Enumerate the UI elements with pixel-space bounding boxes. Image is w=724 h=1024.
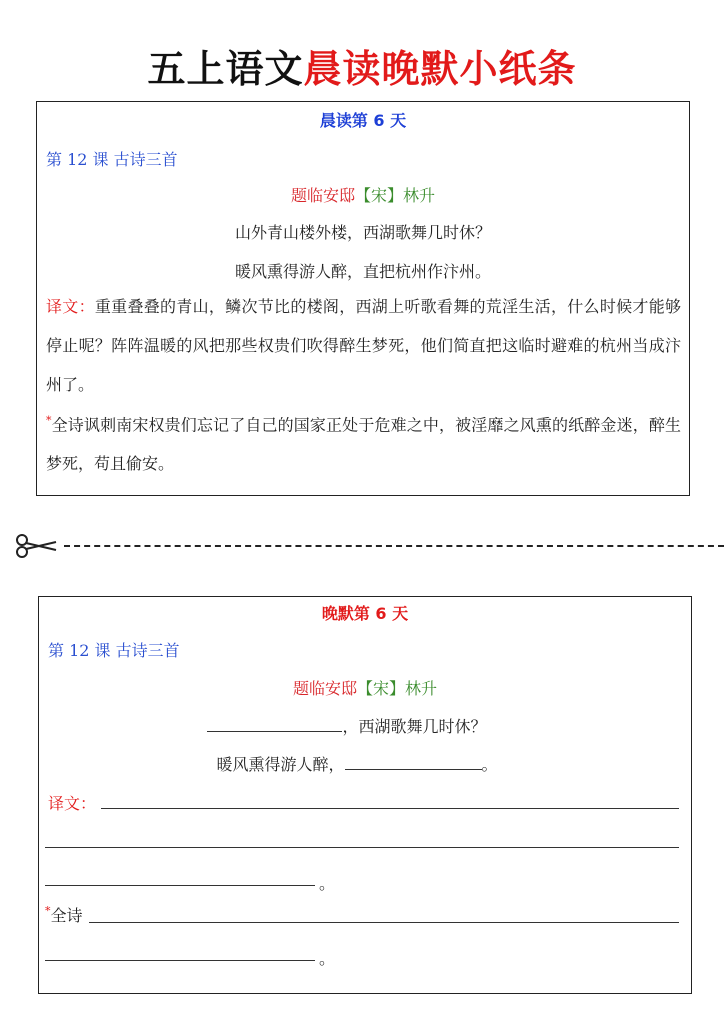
evening-translation-label: 译文： (48, 794, 97, 813)
morning-poem-title: 题临安邸【宋】林升 (290, 186, 436, 205)
scissors-icon (14, 534, 58, 558)
evening-dictation-card (38, 596, 692, 994)
evening-lesson: 第 12 课 古诗三首 (48, 641, 180, 660)
cut-line (14, 534, 724, 558)
morning-header: 晨读第 6 天 (319, 111, 407, 130)
morning-note: *全诗讽刺南宋权贵们忘记了自己的国家正处于危难之中，被淫靡之风熏的纸醉金迷，醉生梦死，苟且偷安。 (46, 414, 681, 474)
period: 。 (319, 949, 336, 968)
evening-poem-title: 题临安邸【宋】林升 (292, 679, 438, 698)
writing-line[interactable] (45, 885, 315, 886)
fill-blank[interactable] (207, 716, 342, 732)
period: 。 (319, 874, 336, 893)
morning-lesson: 第 12 课 古诗三首 (46, 150, 178, 169)
fill-blank[interactable] (345, 754, 482, 770)
writing-line[interactable] (101, 808, 679, 809)
writing-line[interactable] (45, 847, 679, 848)
evening-poem-line-1: ，西湖歌舞几时休？ (21, 714, 673, 737)
writing-line[interactable] (89, 922, 679, 923)
morning-translation: 译文：重重叠叠的青山，鳞次节比的楼阁，西湖上听歌看舞的荒淫生活，什么时候才能够停止呢？阵阵温暖的风把那些权贵们吹得醉生梦死，他们简直把这临时避难的杭州当成汴州了。 (46, 297, 681, 394)
morning-poem-line-2: 暖风熏得游人醉，直把杭州作汴州。 (234, 262, 491, 281)
dashed-cut-line (64, 545, 724, 547)
morning-reading-card (36, 101, 690, 496)
evening-header: 晚默第 6 天 (321, 604, 409, 623)
morning-poem-line-1: 山外青山楼外楼，西湖歌舞几时休？ (234, 223, 491, 242)
evening-poem-line-2: 暖风熏得游人醉， 。 (216, 755, 498, 774)
evening-note-label: *全诗 (45, 904, 83, 925)
page-title: 五上语文晨读晚默小纸条 (147, 47, 577, 91)
writing-line[interactable] (45, 960, 315, 961)
